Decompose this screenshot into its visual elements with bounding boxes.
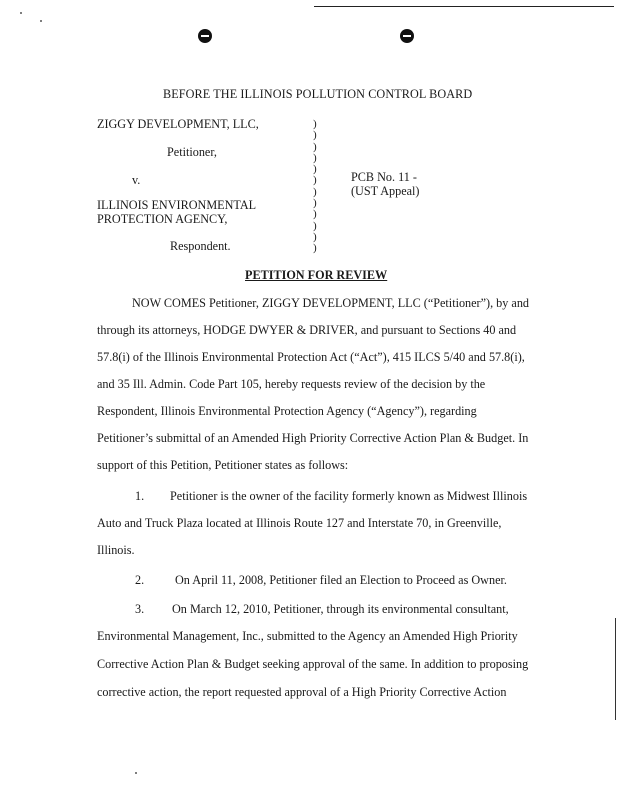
caption-parenthesis-column: ) ) ) ) ) ) ) ) ) ) ) ) <box>313 118 317 255</box>
scan-speck <box>20 12 22 14</box>
board-title: BEFORE THE ILLINOIS POLLUTION CONTROL BOARD <box>163 87 473 101</box>
case-number: PCB No. 11 - <box>351 170 417 184</box>
item-line: Corrective Action Plan & Budget seeking approval of the same. In addition to proposing <box>97 657 529 671</box>
petition-heading: PETITION FOR REVIEW <box>245 268 388 282</box>
petitioner-role: Petitioner, <box>167 145 217 159</box>
item-line: Petitioner is the owner of the facility formerly known as Midwest Illinois <box>170 489 528 503</box>
intro-line: Petitioner’s submittal of an Amended High Priority Corrective Action Plan & Budget. In <box>97 431 529 445</box>
item-number: 1. <box>135 489 145 503</box>
scan-speck <box>40 20 42 22</box>
intro-line: NOW COMES Petitioner, ZIGGY DEVELOPMENT, LLC (“Petitioner”), by and <box>132 296 530 310</box>
respondent-name-line1: ILLINOIS ENVIRONMENTAL <box>97 198 257 212</box>
intro-line: Respondent, Illinois Environmental Protection Agency (“Agency”), regarding <box>97 404 477 418</box>
intro-line: 57.8(i) of the Illinois Environmental Protection Act (“Act”), 415 ILCS 5/40 and 57.8(i), <box>97 350 525 364</box>
case-type: (UST Appeal) <box>351 184 420 198</box>
item-line: On April 11, 2008, Petitioner filed an Election to Proceed as Owner. <box>175 573 507 587</box>
respondent-role: Respondent. <box>170 239 231 253</box>
item-line: corrective action, the report requested approval of a High Priority Corrective Action <box>97 685 507 699</box>
respondent-name-line2: PROTECTION AGENCY, <box>97 212 228 226</box>
item-number: 3. <box>135 602 145 616</box>
intro-line: through its attorneys, HODGE DWYER & DRIVER, and pursuant to Sections 40 and <box>97 323 517 337</box>
scan-edge-line <box>314 6 614 7</box>
item-line: Illinois. <box>97 543 135 557</box>
petitioner-name: ZIGGY DEVELOPMENT, LLC, <box>97 117 259 131</box>
item-number: 2. <box>135 573 145 587</box>
punch-hole-left <box>198 29 212 43</box>
item-line: On March 12, 2010, Petitioner, through its environmental consultant, <box>172 602 509 616</box>
intro-line: and 35 Ill. Admin. Code Part 105, hereby requests review of the decision by the <box>97 377 486 391</box>
intro-line: support of this Petition, Petitioner states as follows: <box>97 458 349 472</box>
scan-edge-line-right <box>615 618 616 720</box>
item-line: Environmental Management, Inc., submitted to the Agency an Amended High Priority <box>97 629 518 643</box>
scan-speck <box>135 772 137 774</box>
versus-label: v. <box>132 173 141 187</box>
punch-hole-right <box>400 29 414 43</box>
item-line: Auto and Truck Plaza located at Illinois Route 127 and Interstate 70, in Greenville, <box>97 516 502 530</box>
